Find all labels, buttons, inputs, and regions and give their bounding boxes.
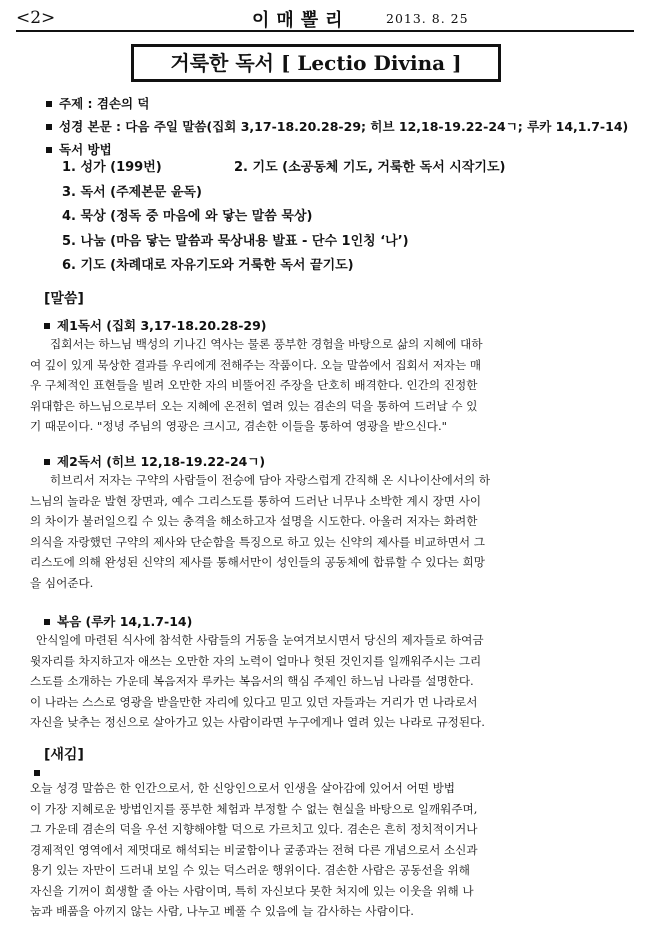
method-text: 독서 방법 — [59, 142, 112, 157]
step-item: 1. 성가 (199번) — [62, 160, 162, 175]
square-bullet-icon — [46, 147, 52, 153]
reading2-text — [30, 470, 624, 593]
reading2-heading — [42, 452, 265, 470]
text-line: 의식을 자랑했던 구약의 제사와 단순함을 특징으로 하고 있는 신약의 제사를 비교하면서 그 — [30, 534, 485, 549]
text-line: 스도를 소개하는 가운데 복음저자 루카는 복음서의 핵심 주제인 하느님 나라를 설명한다. — [30, 674, 474, 688]
square-bullet-icon — [44, 323, 50, 329]
text-line: 우 구체적인 표현들을 빌려 오만한 자의 비뚤어진 주장을 단호히 배격한다. 인간의 진정한 — [30, 378, 478, 392]
topic-row — [44, 92, 644, 115]
reading1-heading — [42, 316, 267, 334]
square-bullet-icon — [44, 459, 50, 465]
text-line: 의 차이가 불러일으킬 수 있는 충격을 해소하고자 설명을 시도한다. 아울러 저자는 화려한 — [30, 514, 478, 528]
step-row — [62, 230, 632, 255]
reading2-title: 제2독서 (히브 12,18-19.22-24ㄱ) — [57, 454, 266, 469]
step-row — [62, 205, 632, 230]
step-item: 5. 나눔 (마음 닿는 말씀과 묵상내용 발표 - 단수 1인칭 ‘나’) — [62, 233, 409, 249]
square-bullet-icon — [44, 619, 50, 625]
reading1-title: 제1독서 (집회 3,17-18.20.28-29) — [57, 318, 267, 333]
text-line: 위대함은 하느님으로부터 오는 지혜에 온전히 열려 있는 겸손의 덕을 통하여 드러날 수 있 — [30, 398, 478, 413]
topic-text: 주제 : 겸손의 덕 — [59, 96, 150, 111]
text-line: 여 깊이 있게 묵상한 결과를 우리에게 전해주는 작품이다. 오늘 말씀에서 집회서 저자는 매 — [30, 357, 482, 372]
text-line: 이 나라는 스스로 영광을 받을만한 자리에 있다고 믿고 있던 자들과는 거리가 먼 나라로서 — [30, 694, 478, 709]
square-bullet-icon — [46, 124, 52, 130]
text-line: 히브리서 저자는 구약의 사람들이 전승에 담아 자랑스럽게 간직해 온 시나이산에서의 하 — [50, 473, 491, 487]
text-line — [30, 770, 624, 799]
reflection-text — [30, 770, 624, 922]
text-line: 자신을 낮추는 정신으로 살아가고 있는 사람이라면 누구에게나 열려 있는 나라로 규정된다. — [30, 715, 485, 729]
step-item: 6. 기도 (차례대로 자유기도와 거룩한 독서 끝기도) — [62, 258, 354, 273]
scripture-row — [44, 115, 644, 138]
page-header — [16, 6, 634, 32]
reflection-first-line: 오늘 성경 말씀은 한 인간으로서, 한 신앙인으로서 인생을 살아감에 있어서 어떤 방법 — [30, 781, 456, 795]
bulletin-date: 2013. 8. 25 — [386, 11, 469, 26]
step-row — [62, 254, 632, 279]
text-line: 을 심어준다. — [30, 575, 94, 590]
step-row — [62, 156, 632, 181]
text-line: 안식일에 마련된 식사에 참석한 사람들의 거동을 눈여겨보시면서 당신의 제자들로 하여금 — [36, 633, 484, 647]
step-item: 2. 기도 (소공동체 기도, 거룩한 독서 시작기도) — [234, 160, 506, 175]
gospel-heading — [42, 612, 192, 630]
text-line: 자신을 기꺼이 희생할 줄 아는 사람이며, 특히 자신보다 못한 처지에 있는 이웃을 위해 나 — [30, 883, 474, 898]
text-line: 용기 있는 자만이 드러내 보일 수 있는 덕스러운 행위이다. 겸손한 사람은 공동선을 위해 — [30, 863, 470, 877]
scripture-text: 성경 본문 : 다음 주일 말씀(집회 3,17-18.20.28-29; 히브 12,18-19.22-24ㄱ; 루카 14,1.7-14) — [59, 119, 629, 134]
gospel-text — [30, 630, 624, 733]
section-word-heading: [말씀] — [44, 291, 84, 307]
gospel-title: 복음 (루카 14,1.7-14) — [57, 614, 193, 629]
section-reflection-heading: [새김] — [44, 747, 84, 763]
text-line: 이 가장 지혜로운 방법인지를 풍부한 체험과 부정할 수 없는 현실을 바탕으로 일깨워주며, — [30, 801, 478, 816]
text-line: 경제적인 영역에서 제멋대로 해석되는 비굴함이나 굴종과는 전혀 다른 개념으로서 소신과 — [30, 842, 478, 857]
reading-steps — [62, 156, 632, 279]
text-line: 윗자리를 차지하고자 애쓰는 오만한 자의 노력이 얼마나 헛된 것인지를 일깨워주시는 그리 — [30, 653, 482, 668]
text-line: 그 가운데 겸손의 덕을 우선 지향해야할 덕으로 가르치고 있다. 겸손은 흔히 정치적이거나 — [30, 822, 478, 836]
text-line: 집회서는 하느님 백성의 기나긴 역사는 물론 풍부한 경험을 바탕으로 삶의 지혜에 대하 — [50, 337, 483, 351]
text-line: 느님의 놀라운 발현 장면과, 예수 그리스도를 통하여 드러난 너무나 소박한 계시 장면 사이 — [30, 493, 482, 508]
step-item: 3. 독서 (주제본문 윤독) — [62, 184, 202, 200]
study-info — [44, 92, 644, 161]
reading1-text — [30, 334, 624, 437]
page-title: 거룩한 독서 [ Lectio Divina ] — [131, 44, 501, 82]
text-line: 기 때문이다. "정녕 주님의 영광은 크시고, 겸손한 이들을 통하여 영광을 받으신다." — [30, 419, 447, 433]
text-line: 리스도에 의해 완성된 신약의 제사를 통해서만이 성인들의 공동체에 합류할 수 있다는 희망 — [30, 555, 485, 569]
text-line: 눔과 배품을 아끼지 않는 사람, 나누고 베풀 수 있음에 늘 감사하는 사람이다. — [30, 904, 414, 918]
bulletin-name: 이매뽈리 — [252, 10, 350, 31]
square-bullet-icon — [46, 101, 52, 107]
page-number: <2> — [16, 8, 56, 28]
step-item: 4. 묵상 (정독 중 마음에 와 닿는 말씀 묵상) — [62, 209, 313, 224]
square-bullet-icon — [34, 770, 40, 776]
step-row — [62, 181, 632, 206]
